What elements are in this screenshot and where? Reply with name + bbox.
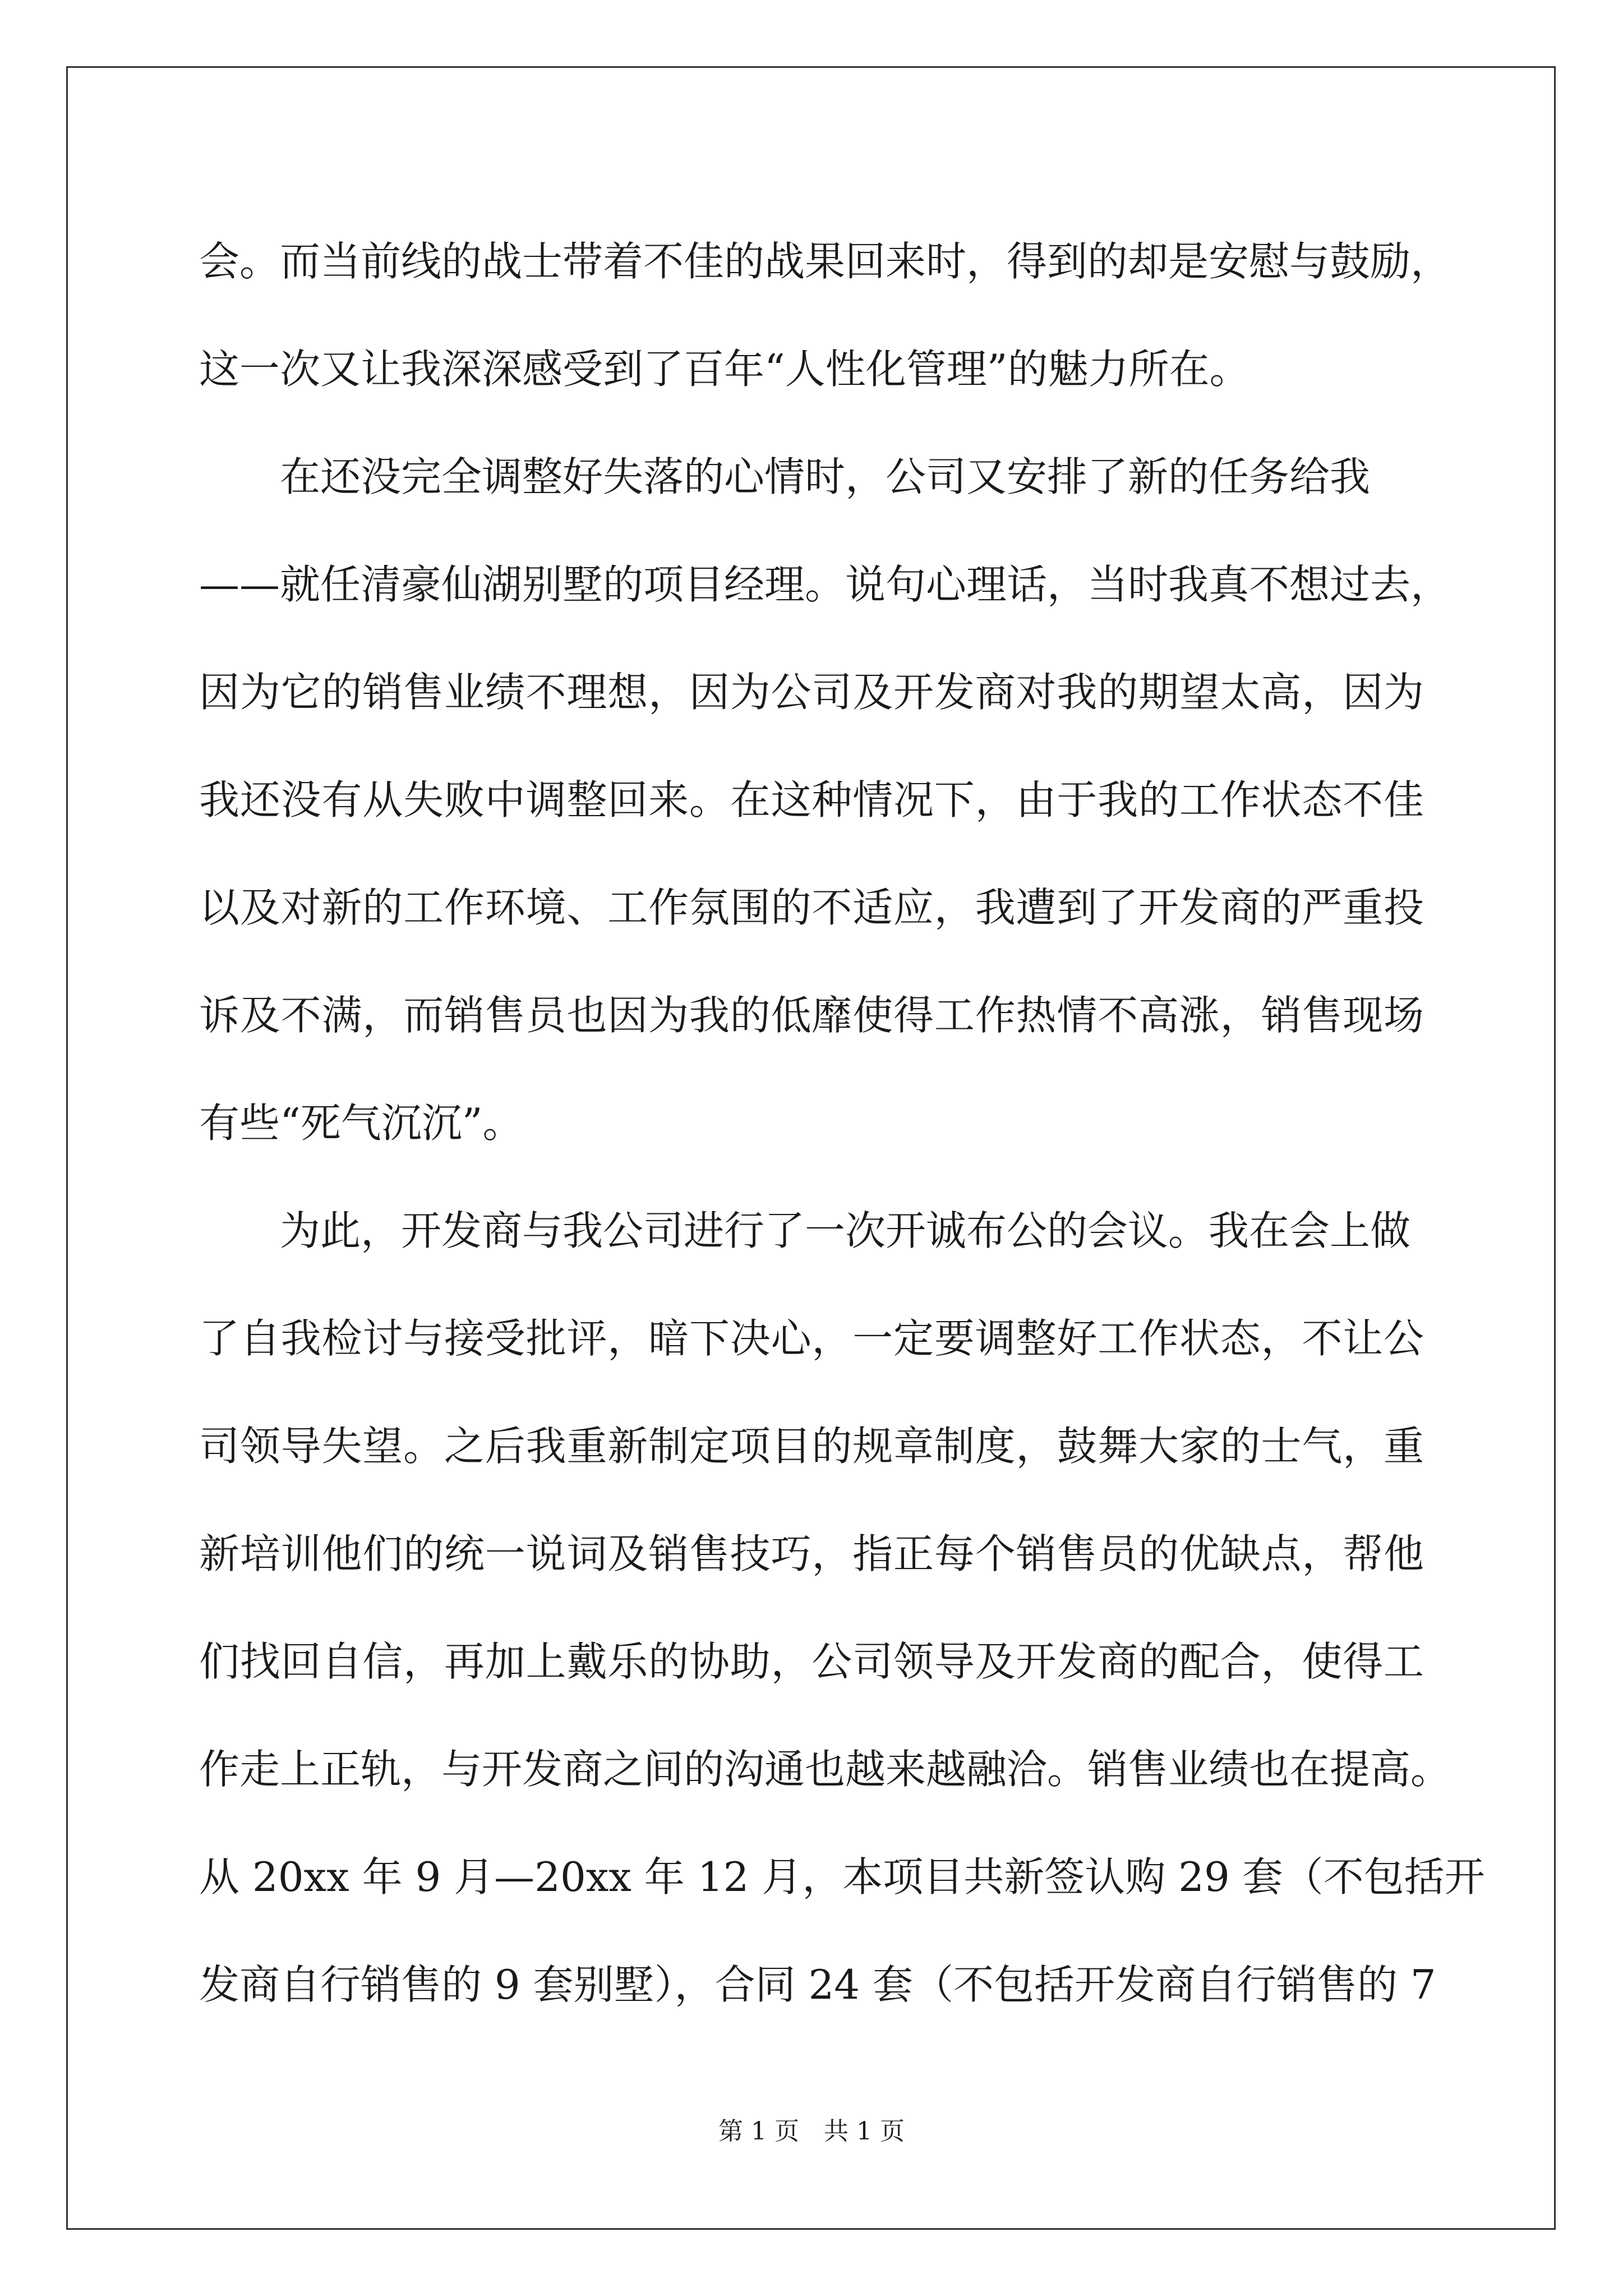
page-footer: [0, 2115, 1623, 2148]
page-total: 共 1 页: [824, 2117, 905, 2146]
text-line: 们找回自信，再加上戴乐的协助，公司领导及开发商的配合，使得工: [199, 1638, 1424, 1685]
text-line: 司领导失望。之后我重新制定项目的规章制度，鼓舞大家的士气，重: [199, 1423, 1424, 1470]
text-line: 新培训他们的统一说词及销售技巧，指正每个销售员的优缺点，帮他: [199, 1530, 1424, 1577]
text-line: 这一次又让我深深感受到了百年“人性化管理”的魅力所在。: [199, 346, 1250, 393]
text-line: 会。而当前线的战士带着不佳的战果回来时，得到的却是安慰与鼓励，: [199, 238, 1451, 285]
text-line: 有些“死气沉沉”。: [199, 1099, 523, 1147]
text-line: 以及对新的工作环境、工作氛围的不适应，我遭到了开发商的严重投: [199, 884, 1424, 931]
text-line: 因为它的销售业绩不理想，因为公司及开发商对我的期望太高，因为: [199, 669, 1424, 716]
text-line: 了自我检讨与接受批评，暗下决心，一定要调整好工作状态，不让公: [199, 1315, 1424, 1362]
document-body: [199, 208, 1485, 2039]
text-line: 从 20xx 年 9 月—20xx 年 12 月，本项目共新签认购 29 套（不包括开: [199, 1853, 1485, 1901]
text-line: 发商自行销售的 9 套别墅），合同 24 套（不包括开发商自行销售的 7: [199, 1961, 1436, 2008]
text-line: 诉及不满，而销售员也因为我的低靡使得工作热情不高涨，销售现场: [199, 992, 1424, 1039]
text-line: 我还没有从失败中调整回来。在这种情况下，由于我的工作状态不佳: [199, 776, 1424, 823]
paragraph-start-line: 在还没完全调整好失落的心情时，公司又安排了新的任务给我: [280, 453, 1371, 500]
text-line: 作走上正轨，与开发商之间的沟通也越来越融洽。销售业绩也在提高。: [199, 1746, 1451, 1793]
page-number: 第 1 页: [718, 2117, 799, 2146]
paragraph-start-line: 为此，开发商与我公司进行了一次开诚布公的会议。我在会上做: [280, 1207, 1411, 1254]
text-line: ——就任清豪仙湖别墅的项目经理。说句心理话，当时我真不想过去，: [199, 561, 1451, 608]
